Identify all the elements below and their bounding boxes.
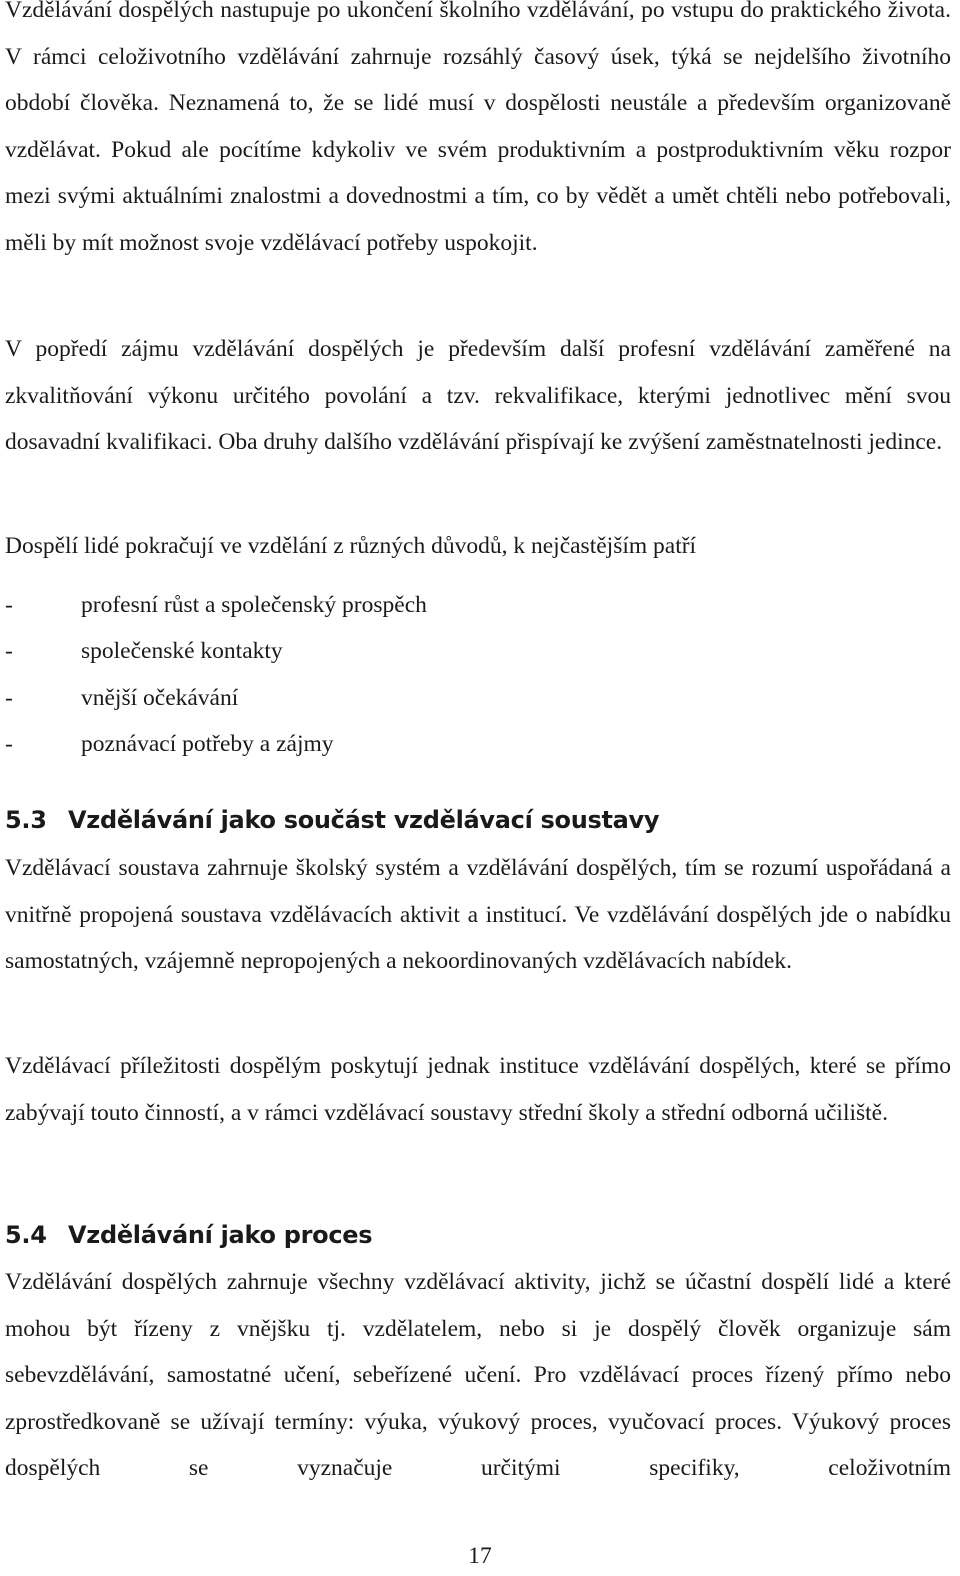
paragraph-reasons-intro: Dospělí lidé pokračují ve vzdělání z různých důvodů, k nejčastějším patří xyxy=(5,533,697,559)
section-title: Vzdělávání jako součást vzdělávací soustavy xyxy=(68,806,660,834)
list-item-text: společenské kontakty xyxy=(81,638,283,665)
section-title: Vzdělávání jako proces xyxy=(68,1221,373,1249)
list-dash: - xyxy=(5,730,13,757)
paragraph-education-opportunities: Vzdělávací příležitosti dospělým poskytují jednak instituce vzdělávání dospělých, které se přímo zabývají touto činností, a v rámci vzdělávací soustavy střední školy a střední odborná učiliště. xyxy=(5,1053,951,1126)
list-item-text: vnější očekávání xyxy=(81,684,239,711)
section-number: 5.4 xyxy=(5,1221,47,1249)
reasons-list xyxy=(5,582,427,767)
paragraph-education-system: Vzdělávací soustava zahrnuje školský systém a vzdělávání dospělých, tím se rozumí uspořádaná a vnitřně propojená soustava vzdělávacích aktivit a institucí. Ve vzdělávání dospělých jde o nabídku samostatných, vzájemně nepropojených a nekoordinovaných vzdělávacích nabídek. xyxy=(5,855,951,974)
list-dash: - xyxy=(5,592,13,618)
list-item xyxy=(5,582,427,628)
paragraph-education-process: Vzdělávání dospělých zahrnuje všechny vzdělávací aktivity, jichž se účastní dospělí lidé a které mohou být řízeny z vnějšku tj. vzdělatelem, nebo si je dospělý člověk organizuje sám sebevzdělávání, samostatné učení, sebeřízené učení. Pro vzdělávací proces řízený přímo nebo zprostředkovaně se užívají termíny: výuka, výukový proces, vyučovací proces. Výukový proces dospělých se vyznačuje určitými specifiky, celoživotním xyxy=(5,1269,951,1481)
section-heading-5-4 xyxy=(5,1215,372,1255)
paragraph-adult-education-intro: Vzdělávání dospělých nastupuje po ukončení školního vzdělávání, po vstupu do praktického života. V rámci celoživotního vzdělávání zahrnuje rozsáhlý časový úsek, týká se nejdelšího životního období člověka. Neznamená to, že se lidé musí v dospělosti neustále a především organizovaně vzdělávat. Pokud ale pocítíme kdykoliv ve svém produktivním a postproduktivním věku rozpor mezi svými aktuálními znalostmi a dovednostmi a tím, co by vědět a umět chtěli nebo potřebovali, měli by mít možnost svoje vzdělávací potřeby uspokojit. xyxy=(5,0,951,256)
page-number: 17 xyxy=(468,1543,492,1569)
section-number: 5.3 xyxy=(5,806,47,834)
list-item-text: profesní růst a společenský prospěch xyxy=(81,592,427,618)
list-dash: - xyxy=(5,684,13,711)
list-item xyxy=(5,675,427,721)
list-item xyxy=(5,721,427,767)
list-item-text: poznávací potřeby a zájmy xyxy=(81,730,334,757)
section-heading-5-3 xyxy=(5,800,659,840)
list-item xyxy=(5,628,427,674)
list-dash: - xyxy=(5,638,13,665)
paragraph-professional-education: V popředí zájmu vzdělávání dospělých je především další profesní vzdělávání zaměřené na zkvalitňování výkonu určitého povolání a tzv. rekvalifikace, kterými jednotlivec mění svou dosavadní kvalifikaci. Oba druhy dalšího vzdělávání přispívají ke zvýšení zaměstnatelnosti jedince. xyxy=(5,336,951,455)
